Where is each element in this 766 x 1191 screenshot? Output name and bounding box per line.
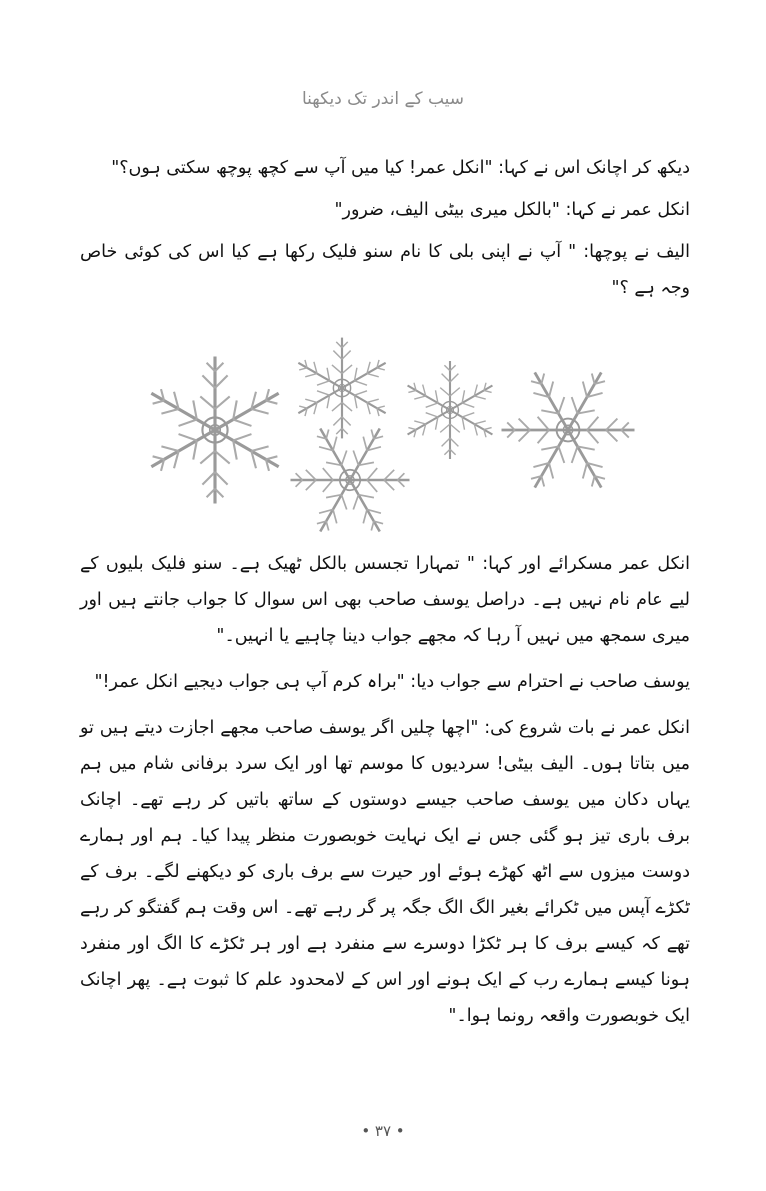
page-number: • ۳۷ • bbox=[361, 1122, 405, 1140]
snowflake-4 bbox=[403, 361, 498, 459]
paragraph-3: الیف نے پوچھا: " آپ نے اپنی بلی کا نام سنو فلیک رکھا ہے کیا اس کی کوئی خاص وجہ ہے ؟" bbox=[80, 242, 690, 298]
paragraph-6: انکل عمر نے بات شروع کی: "اچھا چلیں اگر یوسف صاحب مجھے اجازت دیتے ہیں تو میں بتاتا ہوں۔ الیف بیٹی! سردیوں کا موسم تھا اور ایک سرد برفانی شام میں ہم یہاں دکان میں یوسف صاحب جیسے دوستوں کے ساتھ باتیں کر رہے تھے۔ اچانک برف باری تیز ہو گئی جس نے ایک نہایت خوبصورت منظر پیدا کیا۔ ہم اور ہمارے دوست میزوں سے اٹھ کھڑے ہوئے اور حیرت سے برف باری کو دیکھنے لگے۔ برف کے ٹکڑے آپس میں ٹکرائے بغیر الگ الگ جگہ پر گر رہے تھے۔ اس وقت ہم گفتگو کر رہے تھے کہ کیسے برف کا ہر ٹکڑا دوسرے سے منفرد ہے اور ہر ٹکڑے کا الگ اور منفرد ہونا کیسے ہمارے رب کے ایک ہونے اور اس کے لامحدود علم کا ثبوت ہے۔ پھر اچانک ایک خوبصورت واقعہ رونما ہوا۔" bbox=[80, 718, 690, 1026]
running-header: سیب کے اندر تک دیکھنا bbox=[301, 89, 465, 109]
snowflake-3 bbox=[270, 400, 429, 545]
paragraph-5: یوسف صاحب نے احترام سے جواب دیا: "براہ کرم آپ ہی جواب دیجیے انکل عمر!" bbox=[94, 672, 690, 692]
snowflake-1 bbox=[144, 357, 286, 504]
snowflakes-illustration-icon bbox=[120, 330, 640, 545]
paragraph-1: دیکھ کر اچانک اس نے کہا: "انکل عمر! کیا میں آپ سے کچھ پوچھ سکتی ہوں؟" bbox=[111, 158, 690, 178]
snowflake-5 bbox=[479, 340, 640, 519]
paragraph-4: انکل عمر مسکرائے اور کہا: " تمہارا تجسس بالکل ٹھیک ہے۔ سنو فلیک بلیوں کے لیے عام نام نہیں ہے۔ دراصل یوسف صاحب بھی اس سوال کا جواب جانتے ہیں اور میری سمجھ میں نہیں آ رہا کہ مجھے جواب دینا چاہیے یا انہیں۔" bbox=[80, 554, 690, 646]
text-block-top bbox=[80, 150, 690, 306]
paragraph-2: انکل عمر نے کہا: "بالکل میری بیٹی الیف، ضرور" bbox=[334, 200, 690, 220]
text-block-bottom bbox=[80, 546, 690, 1034]
snowflake-2 bbox=[293, 338, 390, 439]
